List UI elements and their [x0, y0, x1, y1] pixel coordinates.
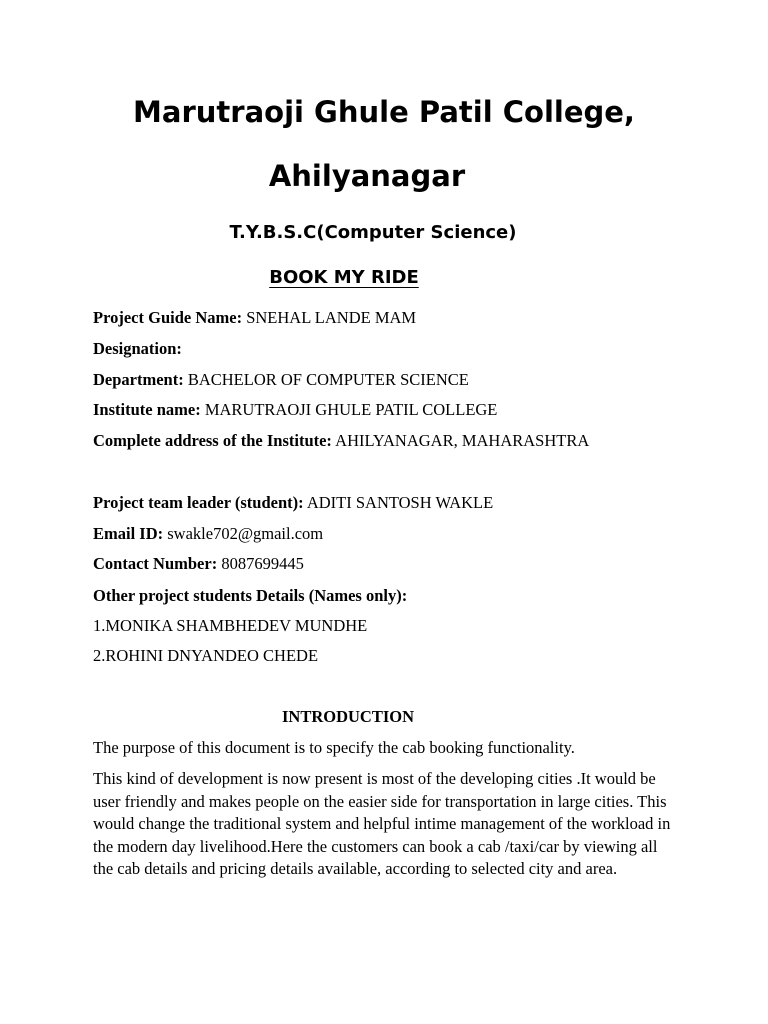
- other-students-label: Other project students Details (Names only):: [93, 586, 408, 605]
- department-label: Department:: [93, 370, 184, 389]
- college-name-heading: Marutraoji Ghule Patil College,: [133, 95, 635, 129]
- introduction-heading: INTRODUCTION: [282, 707, 415, 726]
- email-label: Email ID:: [93, 524, 164, 543]
- institute-value: MARUTRAOJI GHULE PATIL COLLEGE: [200, 400, 498, 419]
- guide-field: [93, 308, 416, 328]
- college-city-heading: Ahilyanagar: [268, 159, 466, 193]
- department-value: BACHELOR OF COMPUTER SCIENCE: [183, 370, 469, 389]
- other-students-field: [93, 586, 407, 606]
- course-heading: T.Y.B.S.C(Computer Science): [229, 222, 517, 243]
- institute-field: [93, 400, 497, 420]
- contact-field: [93, 554, 304, 574]
- designation-label: Designation:: [93, 339, 182, 358]
- introduction-paragraph: This kind of development is now present is most of the developing cities .It would be user friendly and makes people on the easier side for transportation in large cities. This would change the traditional system and helpful intime management of the workload in the modern day livelihood.Here the customers can book a cab /taxi/car by viewing all the cab details and pricing details available, according to selected city and area.: [93, 769, 671, 878]
- project-title: BOOK MY RIDE: [269, 267, 419, 288]
- contact-value: 8087699445: [217, 554, 304, 573]
- contact-label: Contact Number:: [93, 554, 218, 573]
- student-list-item: 2.ROHINI DNYANDEO CHEDE: [93, 646, 319, 665]
- designation-field: [93, 339, 182, 359]
- email-field: [93, 524, 323, 544]
- address-field: [93, 431, 589, 451]
- team-leader-field: [93, 493, 493, 513]
- introduction-paragraph: The purpose of this document is to specify the cab booking functionality.: [93, 738, 575, 757]
- address-value: AHILYANAGAR, MAHARASHTRA: [331, 431, 590, 450]
- address-label: Complete address of the Institute:: [93, 431, 332, 450]
- team-leader-label: Project team leader (student):: [93, 493, 304, 512]
- guide-label: Project Guide Name:: [93, 308, 243, 327]
- email-value: swakle702@gmail.com: [163, 524, 324, 543]
- institute-label: Institute name:: [93, 400, 201, 419]
- team-leader-value: ADITI SANTOSH WAKLE: [303, 493, 494, 512]
- student-list-item: 1.MONIKA SHAMBHEDEV MUNDHE: [93, 616, 368, 635]
- department-field: [93, 370, 469, 390]
- guide-value: SNEHAL LANDE MAM: [242, 308, 417, 327]
